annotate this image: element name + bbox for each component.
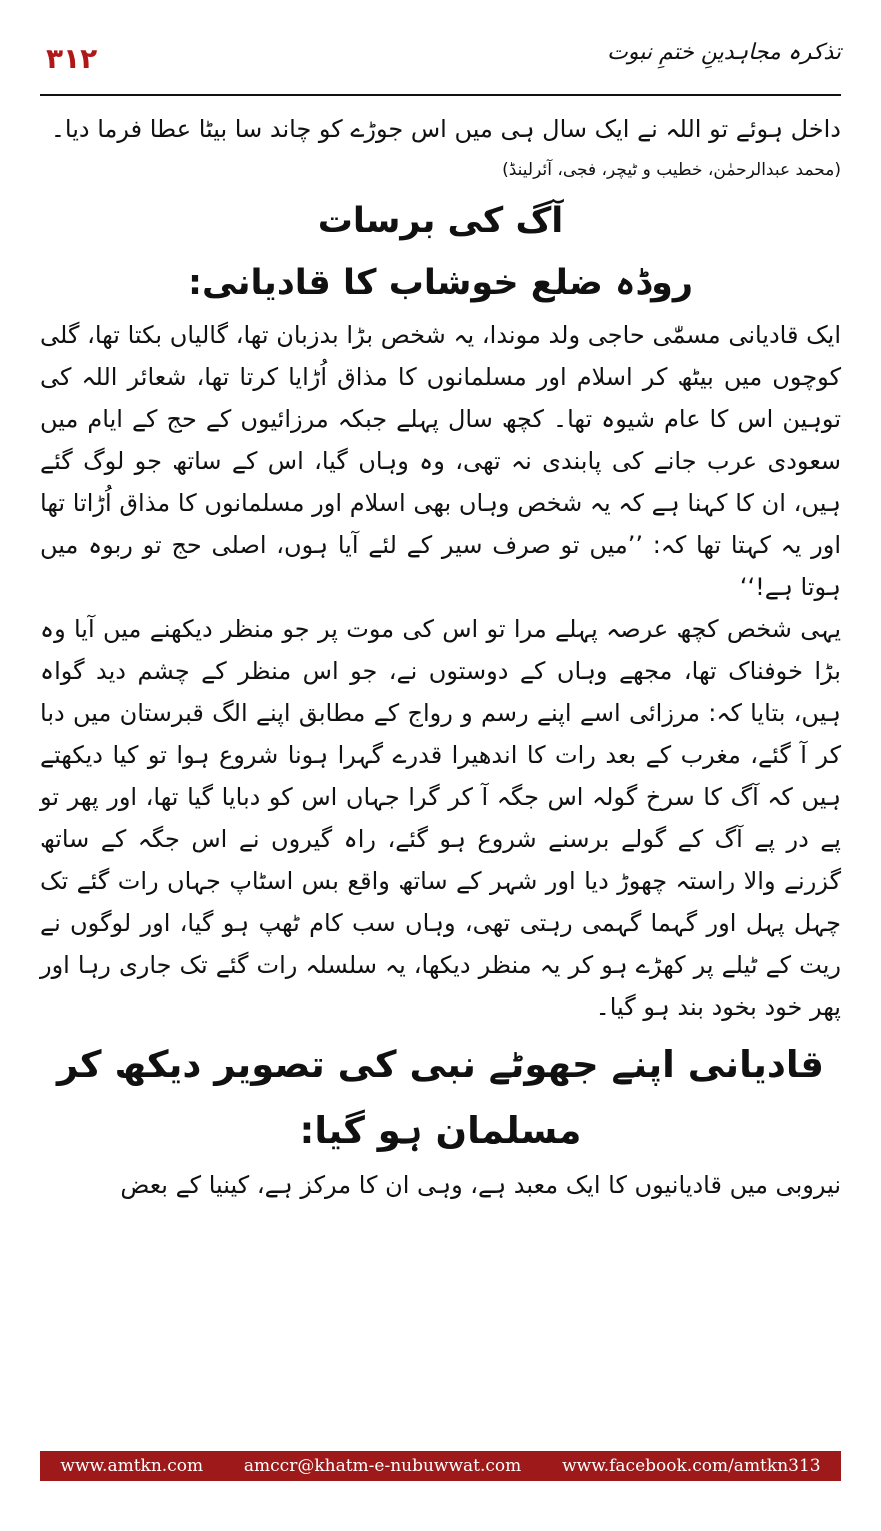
book-title: تذکرہ مجاہدینِ ختمِ نبوت xyxy=(607,40,841,65)
header-divider xyxy=(40,94,841,96)
section-subheading-khushab: روڈہ ضلع خوشاب کا قادیانی: xyxy=(187,263,693,303)
footer-email-link[interactable]: amccr@khatm-e-nubuwwat.com xyxy=(243,1456,522,1476)
paragraph-1: ایک قادیانی مسمّٰی حاجی ولد موندا، یہ شخص بڑا بدزبان تھا، گالیاں بکتا تھا، گلی کوچوں میں بیٹھ کر اسلام اور مسلمانوں کا مذاق اُڑایا کرتا تھا، شعائر اللہ کی توہین اس کا عام شیوہ تھا۔ کچھ سال پہلے جبکہ مرزائیوں کے حج کے ایام میں سعودی عرب جانے کی پابندی نہ تھی، وہ وہاں گیا، اس کے ساتھ جو لوگ گئے ہیں، ان کا کہنا ہے کہ یہ شخص وہاں بھی اسلام اور مسلمانوں کا مذاق اُڑاتا تھا اور یہ کہتا تھا کہ: ’’میں تو صرف سیر کے لئے آیا ہوں، اصلی حج تو ربوہ میں ہوتا ہے!‘‘ xyxy=(40,321,841,601)
paragraph-2: یہی شخص کچھ عرصہ پہلے مرا تو اس کی موت پر جو منظر دیکھنے میں آیا وہ بڑا خوفناک تھا، مجھے وہاں کے دوستوں نے، جو اس منظر کے چشم دید گواہ ہیں، بتایا کہ: مرزائی اسے اپنے رسم و رواج کے مطابق اپنے الگ قبرستان میں دبا کر آ گئے، مغرب کے بعد رات کا اندھیرا قدرے گہرا ہونا شروع ہوا تو کیا دیکھتے ہیں کہ آگ کا سرخ گولہ اس جگہ آ کر گرا جہاں اس کو دبایا گیا تھا، اور پھر تو پے در پے آگ کے گولے برسنے شروع ہو گئے، راہ گیروں نے اس جگہ کے ساتھ گزرنے والا راستہ چھوڑ دیا اور شہر کے ساتھ واقع بس اسٹاپ جہاں رات گئے تک چہل پہل اور گہما گہمی رہتی تھی، وہاں سب کام ٹھپ ہو گیا، اور لوگوں نے ریت کے ٹیلے پر کھڑے ہو کر یہ منظر دیکھا، یہ سلسلہ رات گئے تک جاری رہا اور پھر خود بخود بند ہو گیا۔ xyxy=(40,615,841,1021)
page-footer xyxy=(40,1451,841,1481)
paragraph-3: نیروبی میں قادیانیوں کا ایک معبد ہے، وہی ان کا مرکز ہے، کینیا کے بعض xyxy=(120,1171,841,1199)
attribution: (محمد عبدالرحمٰن، خطیب و ٹیچر، فجی، آئرلینڈ) xyxy=(502,160,841,180)
section-heading-fire-rain: آگ کی برسات xyxy=(317,201,564,241)
page-header xyxy=(40,40,841,88)
page-number: ٣١٢ xyxy=(46,42,98,75)
page-content xyxy=(40,108,841,1206)
intro-line: داخل ہوئے تو اللہ نے ایک سال ہی میں اس جوڑے کو چاند سا بیٹا عطا فرما دیا۔ xyxy=(50,115,841,143)
footer-website-link[interactable]: www.amtkn.com xyxy=(60,1456,204,1476)
section-heading-conversion: قادیانی اپنے جھوٹے نبی کی تصویر دیکھ کر مسلمان ہو گیا: xyxy=(57,1043,824,1152)
footer-facebook-link[interactable]: www.facebook.com/amtkn313 xyxy=(562,1456,821,1476)
